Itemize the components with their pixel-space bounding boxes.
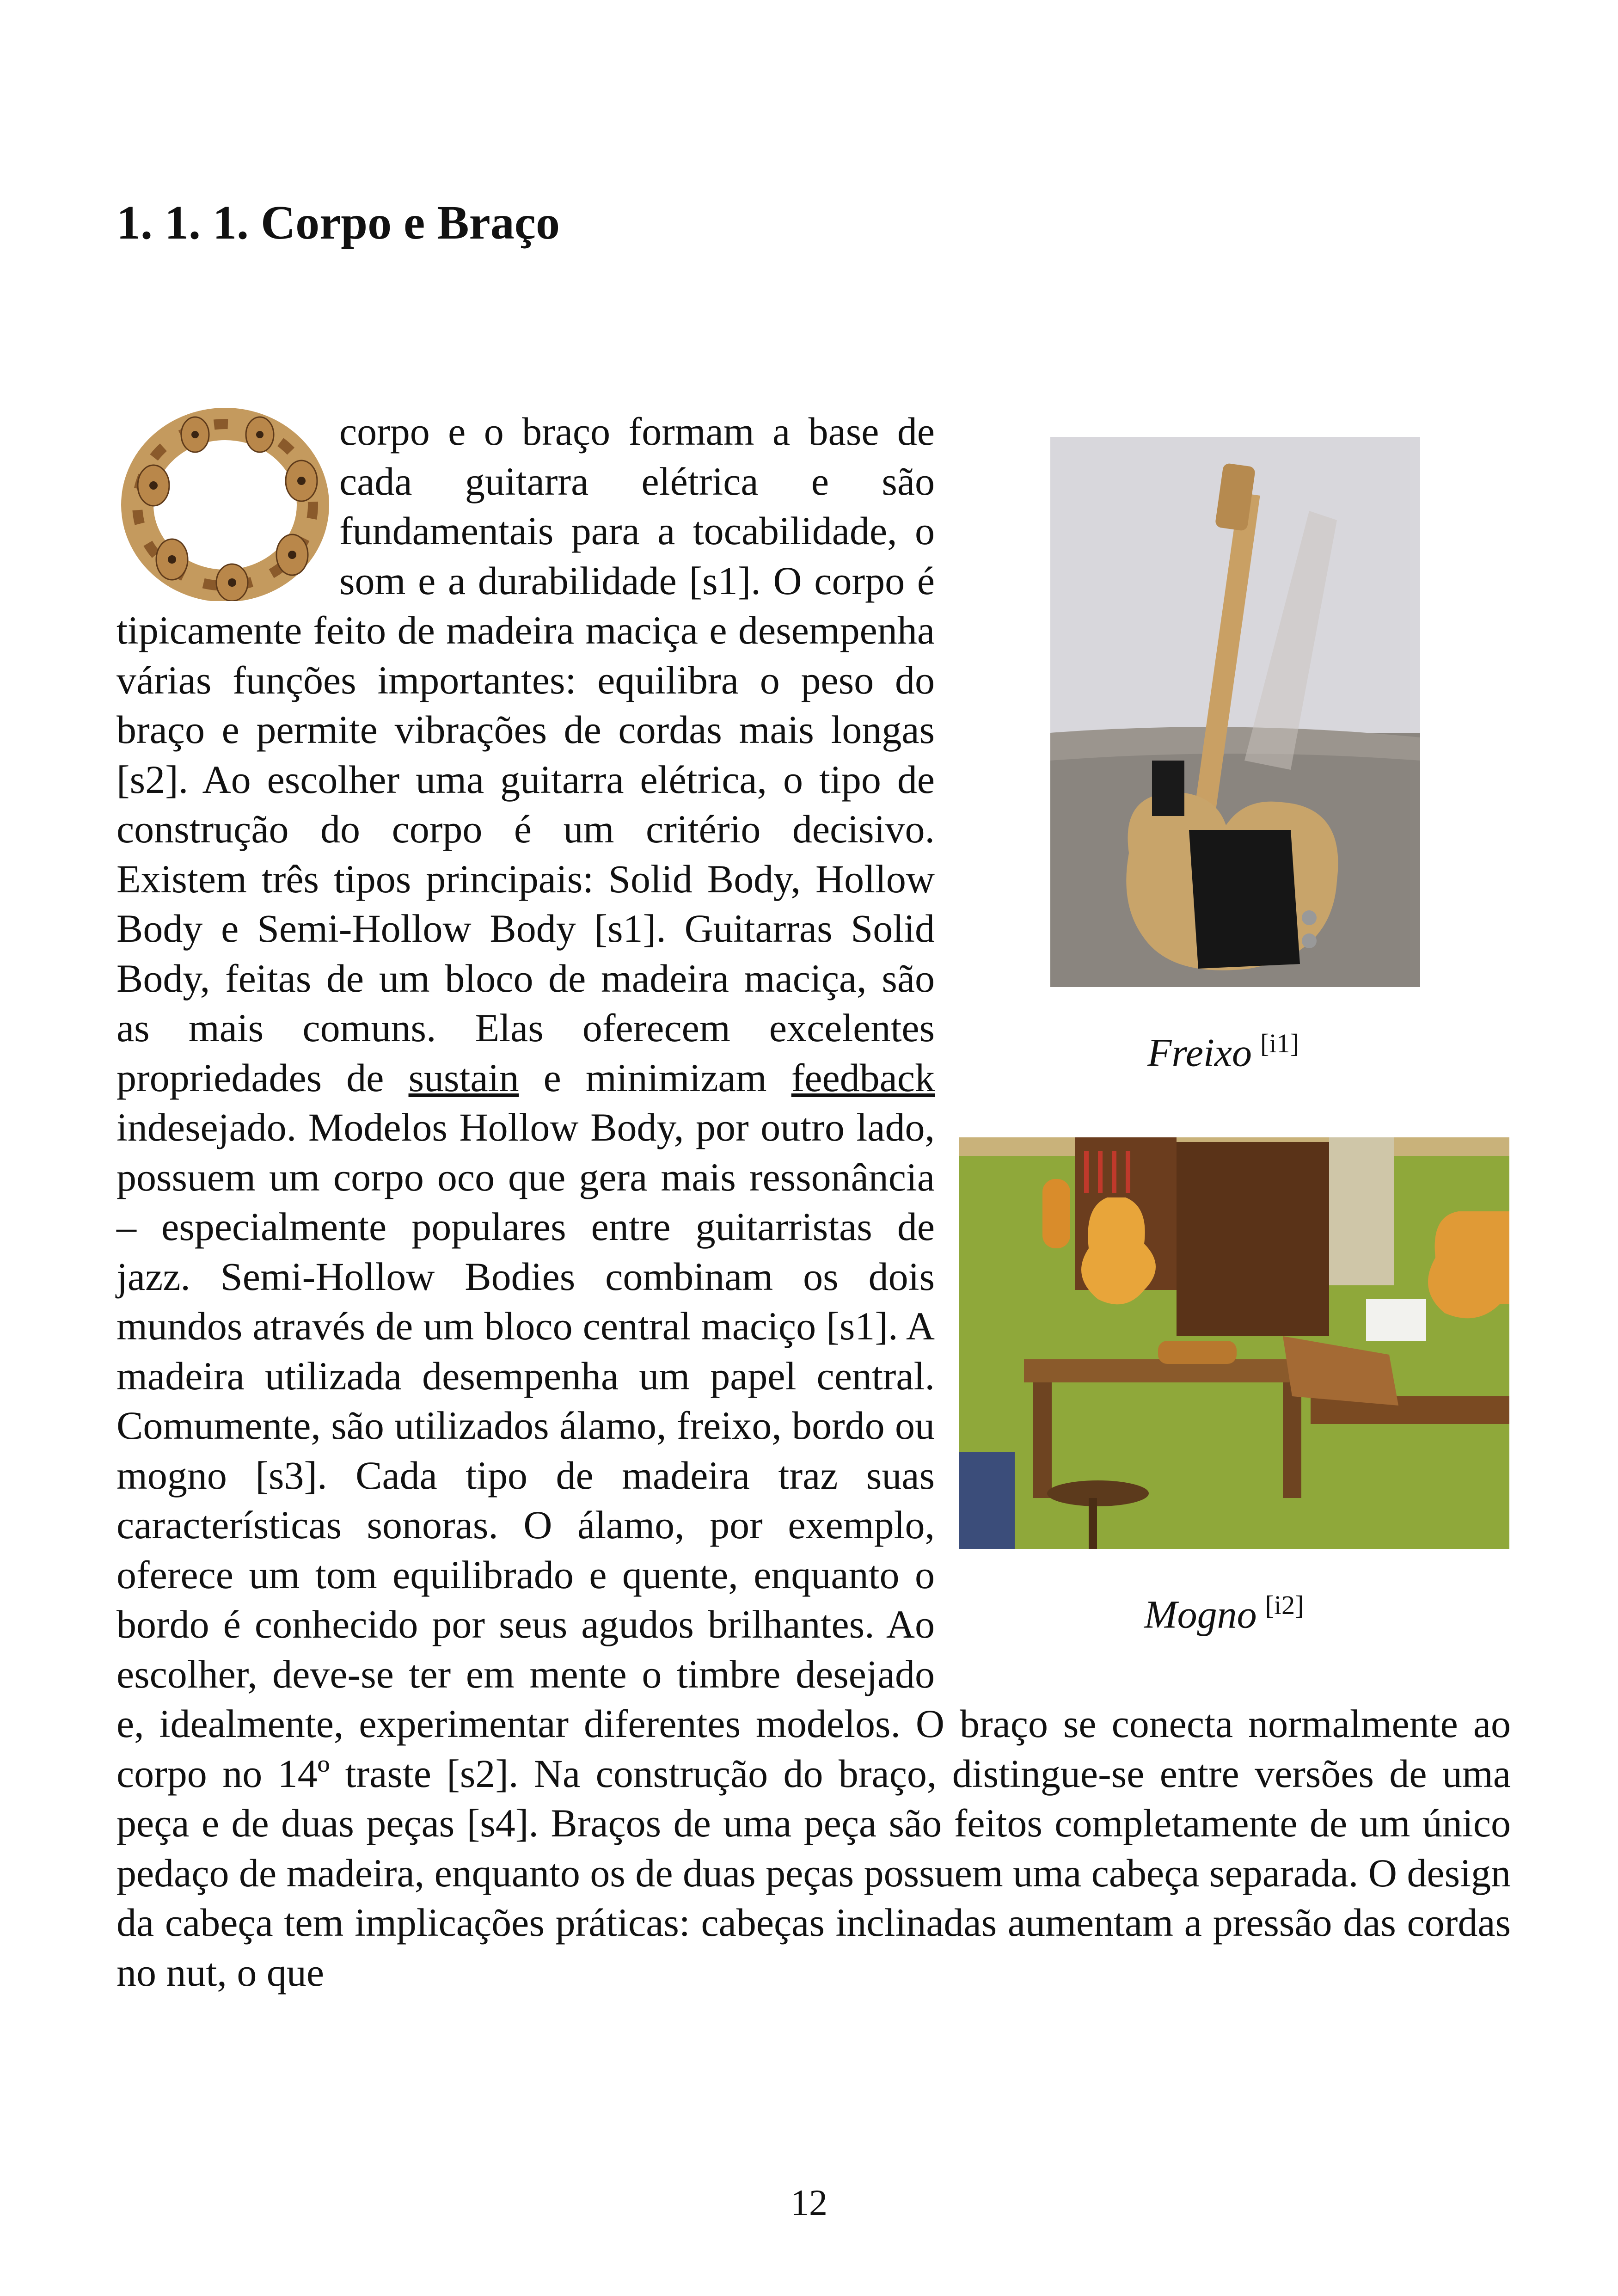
caption-reference: [i2] xyxy=(1265,1590,1304,1620)
guitar-wreath-letter-icon xyxy=(116,407,334,601)
dropcap-o-icon xyxy=(116,407,334,601)
caption-text: Mogno xyxy=(1144,1592,1257,1637)
text-segment: corpo e o braço formam a base de cada guitarra elétrica e são fundamentais para a tocabilidade, o som e a durabilidade [s1]. O corpo é tipicamente feito de madeira maciça e desempenha várias funções importantes: equilibra o peso do braço e permite vibrações de cordas mais longas [s2]. Ao escolher uma guitarra elétrica, o tipo de construção do corpo é um critério decisivo. Existem três tipos principais: Solid Body, Hollow Body e Semi-Hollow Body [s1]. Guitarras Solid Body, feitas de um bloco de madeira maciça, são as mais comuns. Elas oferecem excelentes propriedades de xyxy=(116,409,935,1100)
page-number: 12 xyxy=(791,2183,827,2223)
photo-column-spacer xyxy=(962,407,1511,1664)
caption-reference: [i1] xyxy=(1260,1028,1299,1058)
body-paragraph xyxy=(116,407,1511,1997)
text-segment: indesejado. Modelos Hollow Body, por outro lado, possuem um corpo oco que gera mais ressonância – especialmente populares entre guitarristas de jazz. Semi-Hollow Bodies combinam os dois mundos através de um bloco central maciço [s1]. A madeira utilizada desempenha um papel central. Comumente, são utilizados álamo, freixo, bordo ou mogno [s3]. Cada tipo de madeira traz suas características sonoras. O álamo, por exemplo, oferece um tom equilibrado e quente, enquanto o bordo é conhecido por seus agudos brilhantes. Ao escolher, deve-se ter em mente o timbre desejado e, idealmente, experimentar diferentes modelos. O braço se conecta normalmente ao corpo no 14º traste [s2]. Na construção do braço, distingue-se entre versões de uma peça e de duas peças [s4]. Braços de uma peça são feitos completamente de um único pedaço de madeira, enquanto os de duas peças possuem uma cabeça separada. O design da cabeça tem implicações práticas: cabeças inclinadas aumentam a pressão das cordas no nut, o que xyxy=(116,1105,1511,1995)
link-feedback[interactable]: feedback xyxy=(791,1055,935,1100)
caption-text: Freixo xyxy=(1147,1030,1252,1075)
section-heading: 1. 1. 1. Corpo e Braço xyxy=(116,196,560,249)
link-sustain[interactable]: sustain xyxy=(408,1055,519,1100)
text-segment: e minimizam xyxy=(519,1055,791,1100)
